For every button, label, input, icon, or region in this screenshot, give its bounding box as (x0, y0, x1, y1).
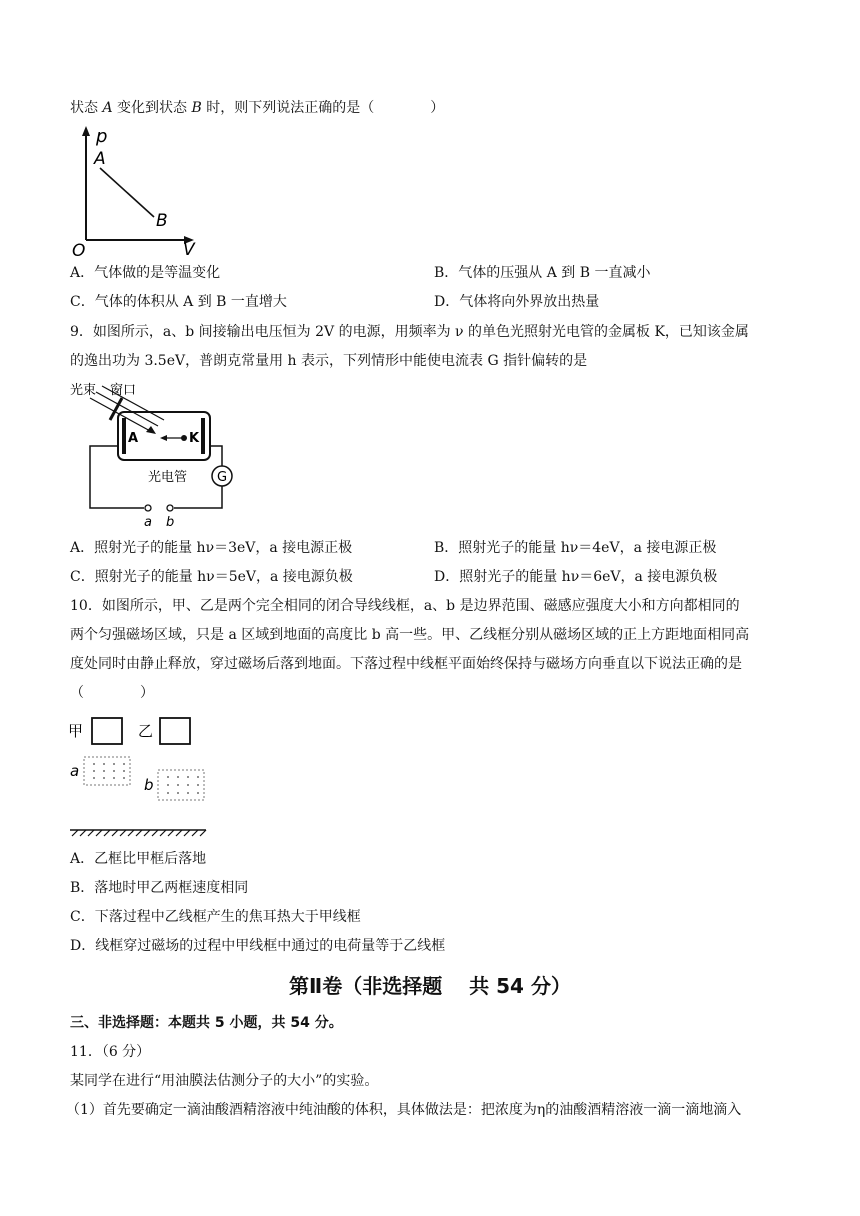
q8-stem-post: 时，则下列说法正确的是（ ） (206, 100, 445, 116)
q8-label-v: V (183, 240, 195, 260)
q9-plate-k (201, 418, 205, 454)
q9-option-c[interactable]: C．照射光子的能量 hν＝5eV，a 接电源负极 (70, 569, 353, 585)
q10-option-b[interactable]: B．落地时甲乙两框速度相同 (70, 880, 249, 896)
q9-wire-left (90, 446, 144, 508)
q10-stem-line2: 两个匀强磁场区域，只是 a 区域到地面的高度比 b 高一些。甲、乙线框分别从磁场区域的正上方距地面相同高 (70, 627, 750, 643)
q8-option-a[interactable]: A．气体做的是等温变化 (70, 265, 221, 281)
q8-stem (70, 98, 444, 118)
q9-terminal-b (167, 505, 173, 511)
q10-region-a-field (93, 763, 125, 779)
q9-label-g: G (217, 470, 228, 485)
section-title: 第Ⅱ卷（非选择题 共 54 分） (289, 974, 571, 998)
q10-frame-jia (92, 718, 122, 744)
q8-pv-graph (70, 122, 210, 262)
q10-figure (66, 712, 216, 842)
q8-label-b: B (156, 211, 168, 231)
q10-label-b: b (144, 776, 154, 794)
q11-number: 11．（6 分） (70, 1044, 151, 1060)
q9-label-tube: 光电管 (148, 470, 188, 485)
q8-option-b[interactable]: B．气体的压强从 A 到 B 一直减小 (434, 265, 651, 281)
q8-option-d[interactable]: D．气体将向外界放出热量 (434, 294, 600, 310)
q9-electron-arrow (160, 435, 167, 441)
q8-y-arrow (82, 126, 90, 136)
section-heading: 三、非选择题：本题共 5 小题，共 54 分。 (70, 1015, 343, 1031)
q9-electron (181, 435, 187, 441)
q11-intro: 某同学在进行“用油膜法估测分子的大小”的实验。 (70, 1073, 379, 1089)
q9-phototube-figure (70, 380, 240, 530)
q8-process-line (100, 168, 154, 217)
q8-label-p: p (96, 126, 108, 147)
q10-region-a (84, 757, 130, 785)
q10-label-yi: 乙 (138, 722, 154, 740)
q8-stem-a: A (102, 100, 113, 116)
q10-option-a[interactable]: A．乙框比甲框后落地 (70, 851, 207, 867)
q8-option-c[interactable]: C．气体的体积从 A 到 B 一直增大 (70, 294, 287, 310)
q8-stem-mid: 变化到状态 (117, 100, 188, 116)
q10-option-d[interactable]: D．线框穿过磁场的过程中甲线框中通过的电荷量等于乙线框 (70, 938, 446, 954)
q8-label-a: A (94, 149, 106, 169)
q9-option-d[interactable]: D．照射光子的能量 hν＝6eV，a 接电源负极 (434, 569, 718, 585)
q10-option-c[interactable]: C．下落过程中乙线框产生的焦耳热大于甲线框 (70, 909, 361, 925)
q10-label-jia: 甲 (68, 722, 84, 740)
q10-stem-line4: （ ） (70, 685, 154, 701)
q8-stem-b: B (191, 100, 202, 116)
q9-label-window: 窗口 (110, 383, 137, 398)
q9-label-beam: 光束 (70, 383, 97, 398)
q9-ray-1 (90, 398, 152, 432)
q10-region-b-field (167, 776, 199, 794)
q10-stem-line3: 度处同时由静止释放，穿过磁场后落到地面。下落过程中线框平面始终保持与磁场方向垂直以下说法正确的是 (70, 656, 742, 672)
q9-option-a[interactable]: A．照射光子的能量 hν＝3eV，a 接电源正极 (70, 540, 353, 556)
q10-stem-line1: 10．如图所示，甲、乙是两个完全相同的闭合导线线框，a、b 是边界范围、磁感应强度大小和方向都相同的 (70, 598, 740, 614)
q10-ground-hatch (72, 830, 206, 836)
q9-wire-right-bottom (174, 486, 222, 508)
q8-stem-pre: 状态 (70, 100, 98, 116)
q9-label-terminal-b: b (166, 515, 175, 530)
q9-terminal-a (145, 505, 151, 511)
q9-stem-line2: 的逸出功为 3.5eV，普朗克常量用 h 表示，下列情形中能使电流表 G 指针偏转的是 (70, 353, 588, 369)
q9-stem-line1: 9．如图所示，a、b 间接输出电压恒为 2V 的电源，用频率为 ν 的单色光照射光电管的金属板 K，已知该金属 (70, 324, 749, 340)
q9-option-b[interactable]: B．照射光子的能量 hν＝4eV，a 接电源正极 (434, 540, 717, 556)
q11-part1: （1）首先要确定一滴油酸酒精溶液中纯油酸的体积，具体做法是：把浓度为η的油酸酒精溶液一滴一滴地滴入 (66, 1102, 742, 1118)
q9-label-terminal-a: a (144, 515, 152, 530)
q9-label-k: K (189, 431, 200, 446)
q10-label-a: a (70, 762, 80, 780)
q10-frame-yi (160, 718, 190, 744)
q9-label-a: A (128, 431, 139, 446)
q8-label-o: O (72, 241, 86, 261)
q9-plate-a (122, 418, 126, 454)
q9-wire-right-top (210, 446, 222, 466)
